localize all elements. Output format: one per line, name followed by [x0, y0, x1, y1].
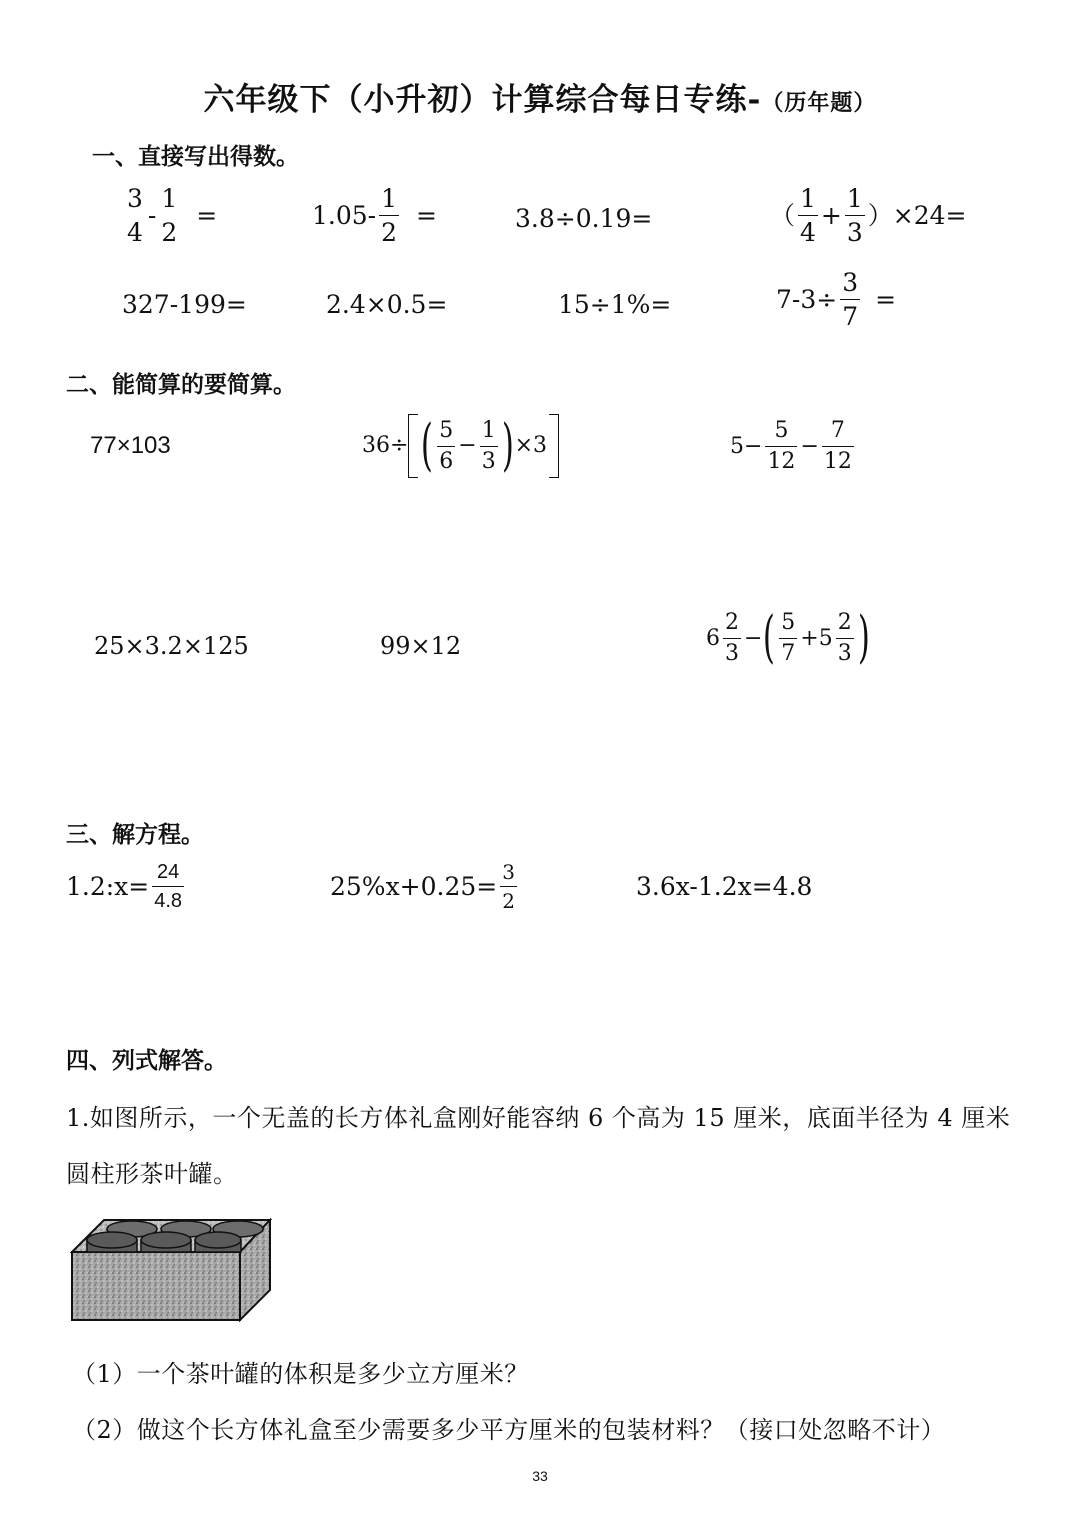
operator: - — [147, 201, 157, 230]
gift-box-illustration — [70, 1218, 274, 1322]
denominator: 2 — [161, 218, 178, 247]
denominator: 2 — [500, 886, 517, 911]
s2-q6 — [706, 605, 871, 671]
expression-text: 36÷ — [362, 433, 409, 458]
fraction — [836, 612, 854, 665]
fraction — [723, 612, 741, 665]
whole-number: 5 — [818, 625, 833, 651]
denominator: 4 — [127, 218, 143, 247]
s2-q5: 99×12 — [380, 632, 462, 660]
denominator: 3 — [723, 638, 741, 665]
expression-text: ×3 — [514, 433, 548, 458]
s3-q2 — [330, 862, 520, 911]
left-bracket — [408, 414, 418, 478]
s3-q3: 3.6x-1.2x=4.8 — [636, 872, 813, 901]
fraction — [152, 862, 184, 911]
s1-q2 — [312, 186, 437, 245]
s3-q1 — [66, 862, 187, 911]
s1-q1 — [122, 186, 217, 245]
numerator: 5 — [774, 418, 789, 443]
whole-number: 6 — [706, 625, 720, 651]
s2-q2 — [362, 414, 559, 478]
s2-q4: 25×3.2×125 — [94, 632, 249, 660]
denominator: 4.8 — [152, 886, 184, 911]
expression-text: 5− — [730, 433, 763, 459]
numerator: 3 — [502, 860, 515, 884]
denominator: 12 — [765, 446, 797, 473]
operator: + — [800, 625, 819, 651]
operator: − — [458, 433, 477, 458]
numerator: 1 — [846, 184, 863, 213]
numerator: 24 — [157, 861, 180, 883]
numerator: 1 — [481, 417, 496, 443]
section-3-heading: 三、解方程。 — [66, 821, 204, 848]
numerator: 5 — [439, 417, 454, 443]
fraction — [845, 186, 865, 245]
numerator: 5 — [781, 610, 796, 635]
left-paren: ( — [763, 605, 776, 671]
title-sub: （历年题） — [761, 90, 877, 116]
sub-question-2: （2）做这个长方体礼盒至少需要多少平方厘米的包装材料？（接口处忽略不计） — [72, 1416, 946, 1444]
section-1-heading: 一、直接写出得数。 — [92, 143, 299, 170]
fraction — [125, 186, 145, 245]
problem-1-line-2: 圆柱形茶叶罐。 — [66, 1160, 238, 1188]
denominator: 3 — [845, 215, 865, 245]
numerator: 3 — [127, 184, 143, 213]
section-4-heading: 四、列式解答。 — [66, 1047, 227, 1074]
operator: + — [820, 201, 842, 230]
denominator: 3 — [480, 446, 498, 473]
sub-question-1: （1）一个茶叶罐的体积是多少立方厘米？ — [72, 1360, 529, 1388]
expression-text: 1.05- — [312, 201, 377, 230]
expression-text: ×24= — [892, 201, 967, 230]
numerator: 2 — [725, 610, 739, 635]
section-2-heading: 二、能简算的要简算。 — [66, 371, 296, 398]
s1-q7: 15÷1%= — [558, 290, 672, 319]
right-paren: ) — [857, 605, 870, 671]
fraction — [765, 420, 797, 473]
equals: = — [875, 285, 897, 314]
s1-q8 — [776, 270, 896, 329]
s2-q1: 77×103 — [90, 432, 171, 459]
fraction — [379, 186, 399, 245]
denominator: 6 — [437, 446, 455, 473]
equals: = — [196, 201, 218, 230]
expression-text: 25%x+0.25= — [330, 872, 498, 901]
right-bracket — [549, 414, 559, 478]
fraction — [159, 186, 179, 245]
operator: − — [800, 433, 819, 459]
fraction — [500, 862, 517, 911]
right-paren: ） — [867, 201, 893, 230]
right-paren: ) — [501, 412, 514, 478]
s1-q3: 3.8÷0.19= — [515, 204, 653, 233]
numerator: 3 — [842, 268, 859, 297]
expression-text: 1.2:x= — [66, 872, 150, 901]
numerator: 1 — [381, 184, 398, 213]
s1-q5: 327-199= — [122, 290, 247, 319]
denominator: 3 — [836, 638, 854, 665]
fraction — [840, 270, 860, 329]
equals: = — [416, 201, 437, 230]
s2-q3 — [730, 420, 857, 473]
fraction — [822, 420, 854, 473]
fraction — [480, 417, 498, 474]
numerator: 2 — [837, 610, 852, 635]
left-paren: ( — [421, 412, 434, 478]
denominator: 7 — [840, 299, 860, 329]
fraction — [798, 186, 818, 245]
numerator: 1 — [800, 184, 816, 213]
s1-q4 — [770, 186, 967, 245]
denominator: 4 — [798, 215, 818, 245]
denominator: 12 — [822, 446, 854, 473]
fraction — [437, 417, 455, 474]
fraction — [779, 612, 797, 665]
left-paren: （ — [770, 201, 796, 230]
s1-q6: 2.4×0.5= — [326, 290, 448, 319]
title-main: 六年级下（小升初）计算综合每日专练- — [203, 82, 762, 118]
problem-1-line-1: 1.如图所示，一个无盖的长方体礼盒刚好能容纳 6 个高为 15 厘米，底面半径为 4 厘米 — [66, 1104, 1011, 1132]
page-title — [0, 74, 1080, 119]
denominator: 7 — [779, 638, 797, 665]
operator: − — [744, 625, 763, 651]
expression-text: 7-3÷ — [776, 285, 838, 314]
numerator: 7 — [830, 418, 845, 443]
page-number: 33 — [532, 1468, 548, 1484]
denominator: 2 — [379, 215, 399, 245]
numerator: 1 — [161, 184, 178, 213]
